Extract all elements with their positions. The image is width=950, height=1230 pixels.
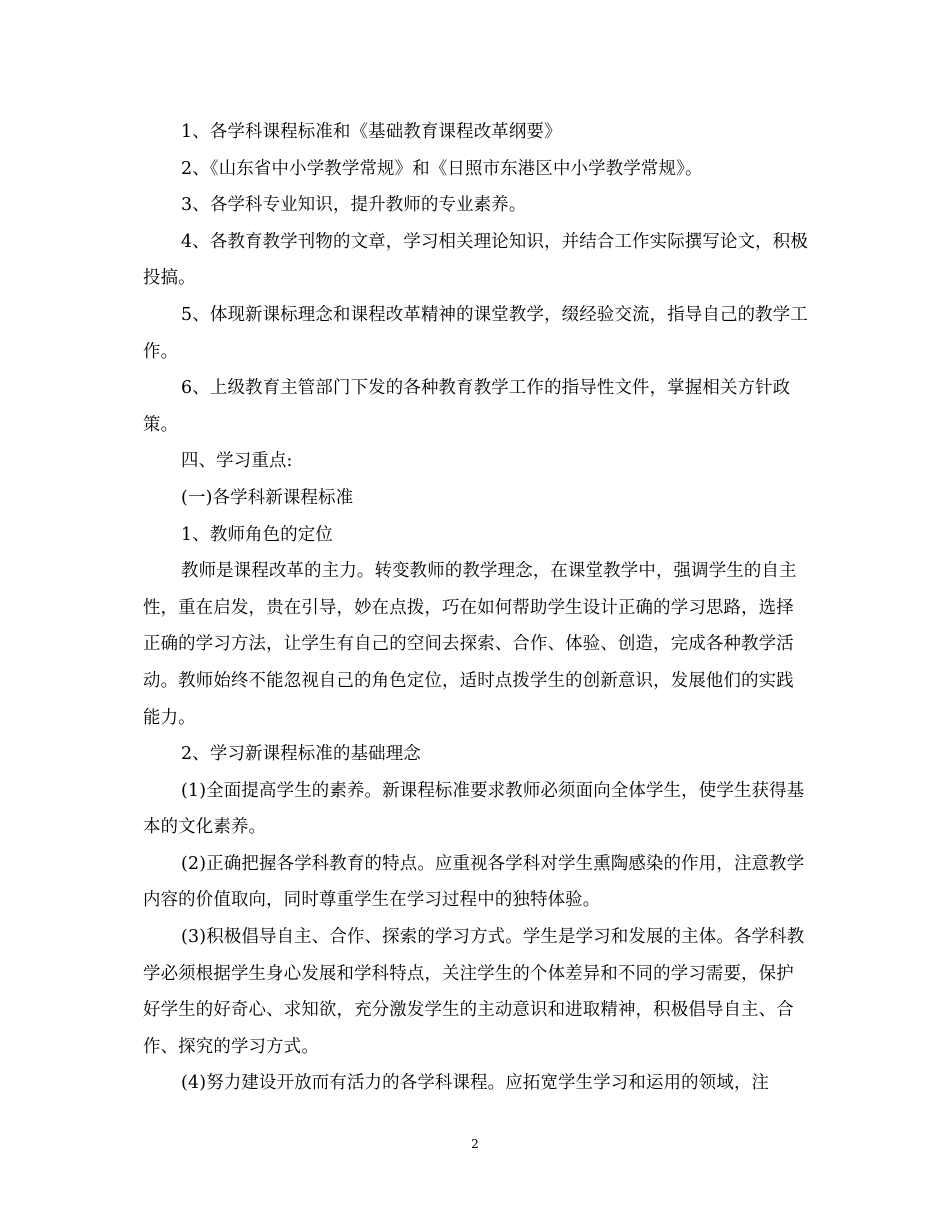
paragraph-teacher-role: 教师是课程改革的主力。转变教师的教学理念，在课堂教学中，强调学生的自主性，重在启发，贵在引导，妙在点拨，巧在如何帮助学生设计正确的学习思路，选择正确的学习方法，让学生有自己的空间去探索、合作、体验、创造，完成各种教学活动。教师始终不能忽视自己的角色定位，适时点拨学生的创新意识，发展他们的实践能力。 — [143, 561, 797, 728]
document-body — [143, 114, 808, 1102]
page-number: 2 — [471, 1137, 479, 1151]
paragraph-ref-4: 4、各教育教学刊物的文章，学习相关理论知识，并结合工作实际撰写论文，积极投搞。 — [143, 231, 808, 289]
paragraph-concept-4: (4)努力建设开放而有活力的各学科课程。应拓宽学生学习和运用的领域，注 — [181, 1073, 770, 1094]
paragraph-ref-1: 1、各学科课程标准和《基础教育课程改革纲要》 — [181, 122, 562, 142]
paragraph-ref-2: 2、《山东省中小学教学常规》和《日照市东港区中小学教学常规》。 — [181, 158, 703, 179]
item-heading-teacher-role: 1、教师角色的定位 — [181, 524, 333, 545]
subsection-heading-curriculum-standards: (一)各学科新课程标准 — [181, 487, 354, 508]
paragraph-concept-1: (1)全面提高学生的素养。新课程标准要求教师必须面向全体学生，使学生获得基本的文化素养。 — [143, 780, 805, 838]
paragraph-ref-5: 5、体现新课标理念和课程改革精神的课堂教学，缀经验交流，指导自己的教学工作。 — [143, 304, 808, 362]
paragraph-ref-3: 3、各学科专业知识，提升教师的专业素养。 — [181, 195, 527, 216]
paragraph-concept-2: (2)正确把握各学科教育的特点。应重视各学科对学生熏陶感染的作用，注意教学内容的价值取向，同时尊重学生在学习过程中的独特体验。 — [143, 853, 805, 911]
item-heading-basic-concepts: 2、学习新课程标准的基础理念 — [181, 744, 421, 765]
paragraph-concept-3: (3)积极倡导自主、合作、探索的学习方式。学生是学习和发展的主体。各学科教学必须根据学生身心发展和学科特点，关注学生的个体差异和不同的学习需要，保护好学生的好奇心、求知欲，充分激发学生的主动意识和进取精神，积极倡导自主、合作、探究的学习方式。 — [143, 927, 805, 1057]
section-heading-study-focus: 四、学习重点: — [181, 451, 293, 472]
paragraph-ref-6: 6、上级教育主管部门下发的各种教育教学工作的指导性文件，掌握相关方针政策。 — [143, 378, 791, 435]
